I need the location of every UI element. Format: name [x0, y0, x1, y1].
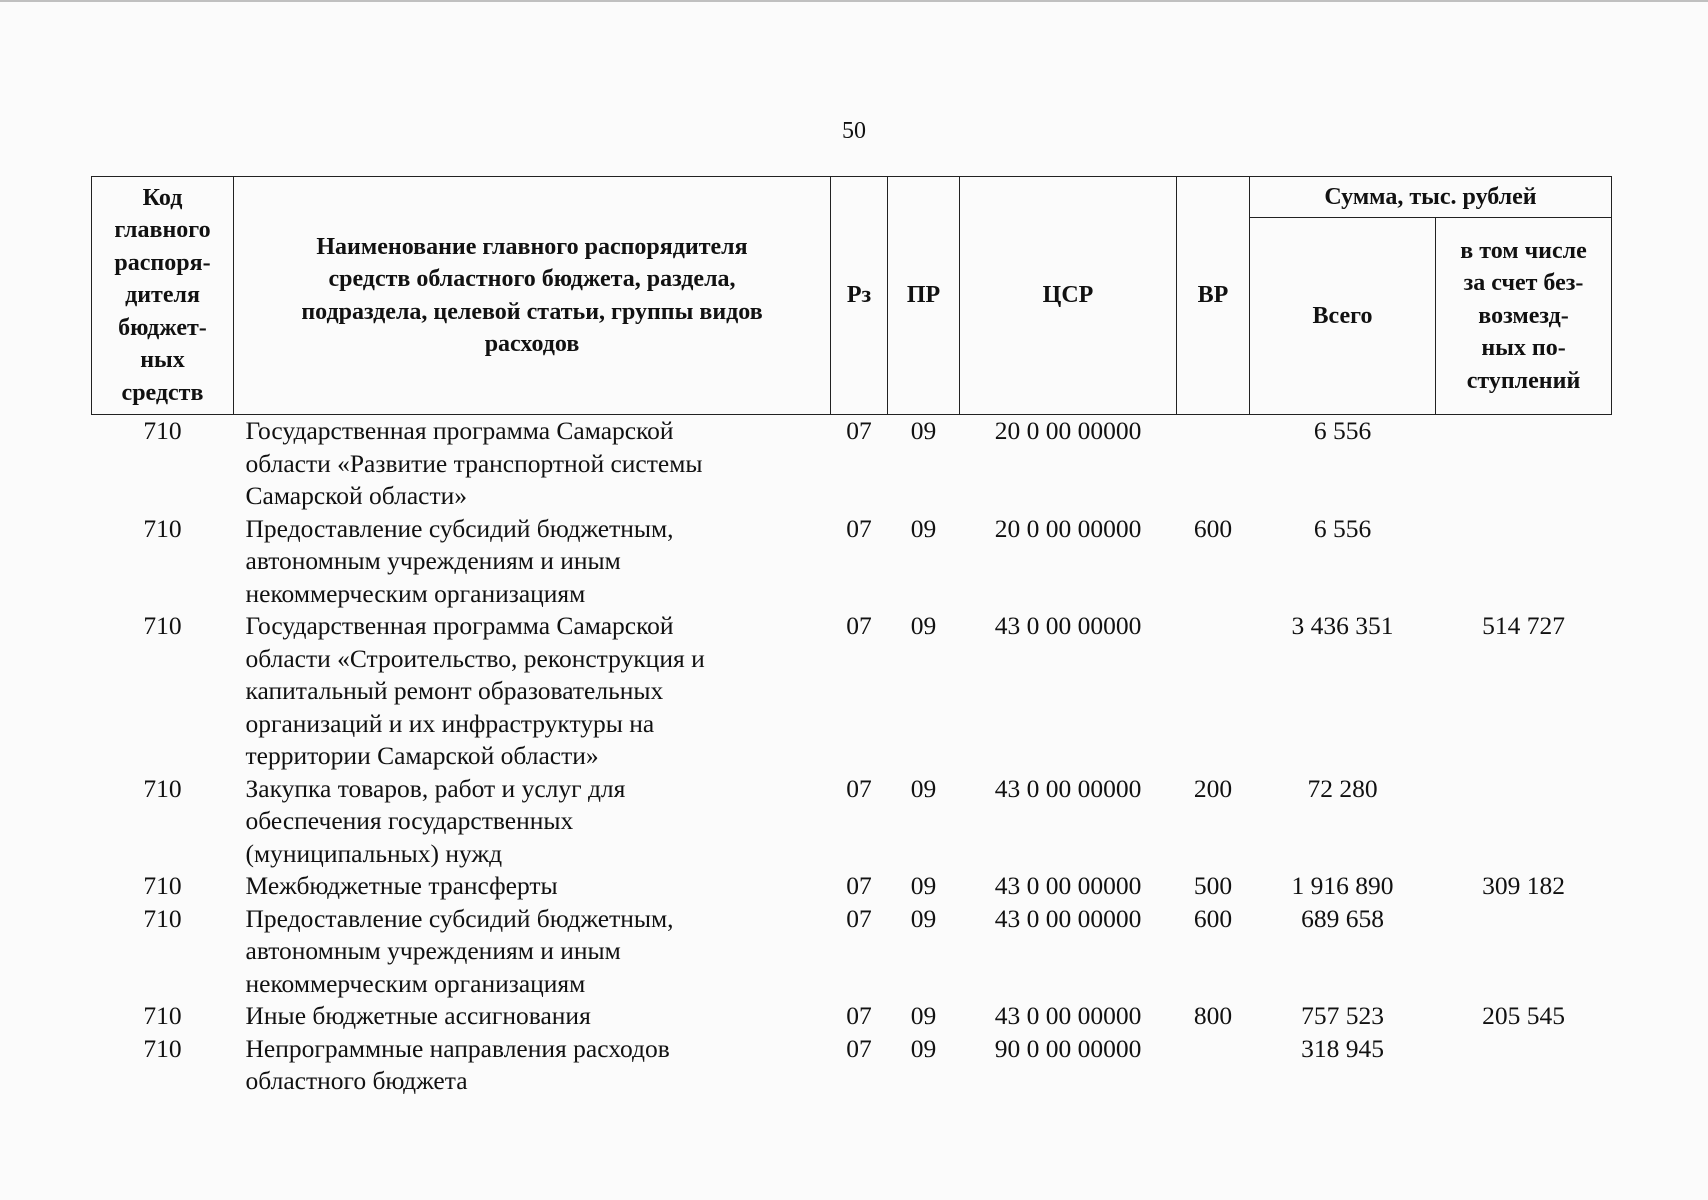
cell-rz: 07 — [846, 513, 872, 543]
cell-name: Предоставление субсидий бюджетным, автономным учреждениям и иным некоммерческим организациям — [245, 513, 674, 608]
table-row — [92, 1033, 1612, 1098]
cell-csr: 43 0 00 00000 — [994, 611, 1142, 640]
header-gratuitous: в том числе за счет без- возмезд- ных по- ступлений — [1436, 218, 1612, 415]
cell-rz: 07 — [846, 871, 872, 900]
cell-pr: 09 — [910, 903, 937, 933]
cell-rz: 07 — [846, 903, 872, 933]
cell-csr: 20 0 00 00000 — [994, 513, 1142, 543]
header-csr: ЦСР — [960, 177, 1177, 415]
cell-rz: 07 — [846, 773, 872, 803]
cell-total: 3 436 351 — [1291, 611, 1394, 640]
cell-vr: 200 — [1193, 773, 1233, 803]
cell-total: 6 556 — [1313, 513, 1372, 543]
cell-gratuitous: 205 545 — [1482, 1001, 1565, 1030]
table-row — [92, 610, 1612, 773]
cell-name: Непрограммные направления расходов областного бюджета — [245, 1033, 670, 1095]
cell-rz: 07 — [846, 416, 872, 445]
cell-name: Государственная программа Самарской области «Развитие транспортной системы Самарской области» — [245, 416, 703, 510]
table-row — [92, 903, 1612, 1001]
cell-code: 710 — [143, 871, 182, 900]
cell-pr: 09 — [910, 1033, 937, 1063]
cell-pr: 09 — [910, 1001, 937, 1030]
cell-csr: 90 0 00 00000 — [994, 1033, 1142, 1063]
table-row — [92, 1000, 1612, 1033]
cell-gratuitous: 514 727 — [1482, 611, 1565, 640]
cell-vr — [1177, 610, 1250, 773]
cell-gratuitous — [1436, 1033, 1612, 1098]
table-body — [92, 415, 1612, 1098]
cell-csr: 43 0 00 00000 — [994, 1001, 1142, 1030]
header-vr: ВР — [1177, 177, 1250, 415]
cell-vr — [1177, 415, 1250, 513]
cell-total: 6 556 — [1313, 416, 1372, 445]
cell-gratuitous — [1436, 415, 1612, 513]
header-total: Всего — [1250, 218, 1436, 415]
page-number: 50 — [842, 118, 866, 144]
cell-name: Иные бюджетные ассигнования — [245, 1001, 591, 1030]
header-pr: ПР — [888, 177, 960, 415]
cell-total: 757 523 — [1301, 1001, 1384, 1030]
cell-rz: 07 — [846, 1001, 872, 1030]
header-name: Наименование главного распорядителя средств областного бюджета, раздела, подраздела, целевой статьи, группы видов расходов — [234, 177, 831, 415]
cell-vr: 500 — [1193, 871, 1233, 900]
cell-total: 1 916 890 — [1291, 871, 1394, 900]
cell-code: 710 — [143, 416, 182, 445]
table-header — [92, 177, 1612, 415]
cell-name: Закупка товаров, работ и услуг для обеспечения государственных (муниципальных) нужд — [245, 773, 626, 868]
cell-vr — [1177, 1033, 1250, 1098]
cell-rz: 07 — [846, 611, 872, 640]
cell-gratuitous — [1436, 773, 1612, 871]
cell-name: Государственная программа Самарской области «Строительство, реконструкция и капитальный ремонт образовательных организаций и их инфраструктуры на территории Самарской области» — [245, 611, 705, 770]
cell-gratuitous — [1436, 903, 1612, 1001]
cell-code: 710 — [143, 1001, 182, 1030]
cell-gratuitous: 309 182 — [1482, 871, 1565, 900]
cell-gratuitous — [1436, 513, 1612, 611]
cell-total: 72 280 — [1307, 773, 1378, 803]
cell-pr: 09 — [910, 513, 937, 543]
cell-total: 689 658 — [1301, 903, 1384, 933]
cell-name: Предоставление субсидий бюджетным, автономным учреждениям и иным некоммерческим организациям — [245, 903, 674, 998]
table-row — [92, 870, 1612, 903]
cell-csr: 43 0 00 00000 — [994, 871, 1142, 900]
table-row — [92, 773, 1612, 871]
cell-pr: 09 — [910, 773, 937, 803]
cell-name: Межбюджетные трансферты — [245, 871, 558, 900]
cell-rz: 07 — [846, 1033, 872, 1063]
cell-csr: 43 0 00 00000 — [994, 773, 1142, 803]
cell-pr: 09 — [910, 871, 937, 900]
table-row — [92, 415, 1612, 513]
cell-code: 710 — [143, 1033, 182, 1063]
budget-table — [91, 176, 1612, 1098]
header-sum: Сумма, тыс. рублей — [1250, 177, 1612, 218]
cell-vr: 600 — [1193, 513, 1233, 543]
scan-edge — [0, 0, 1708, 2]
cell-total: 318 945 — [1301, 1033, 1384, 1063]
header-rz: Рз — [831, 177, 888, 415]
cell-csr: 20 0 00 00000 — [994, 416, 1142, 445]
cell-vr: 600 — [1193, 903, 1233, 933]
cell-vr: 800 — [1193, 1001, 1233, 1030]
cell-code: 710 — [143, 773, 182, 803]
cell-pr: 09 — [910, 611, 937, 640]
cell-pr: 09 — [910, 416, 937, 445]
cell-code: 710 — [143, 513, 182, 543]
cell-code: 710 — [143, 903, 182, 933]
cell-csr: 43 0 00 00000 — [994, 903, 1142, 933]
table-row — [92, 513, 1612, 611]
header-code: Код главного распоря- дителя бюджет- ных средств — [92, 177, 234, 415]
cell-code: 710 — [143, 611, 182, 640]
